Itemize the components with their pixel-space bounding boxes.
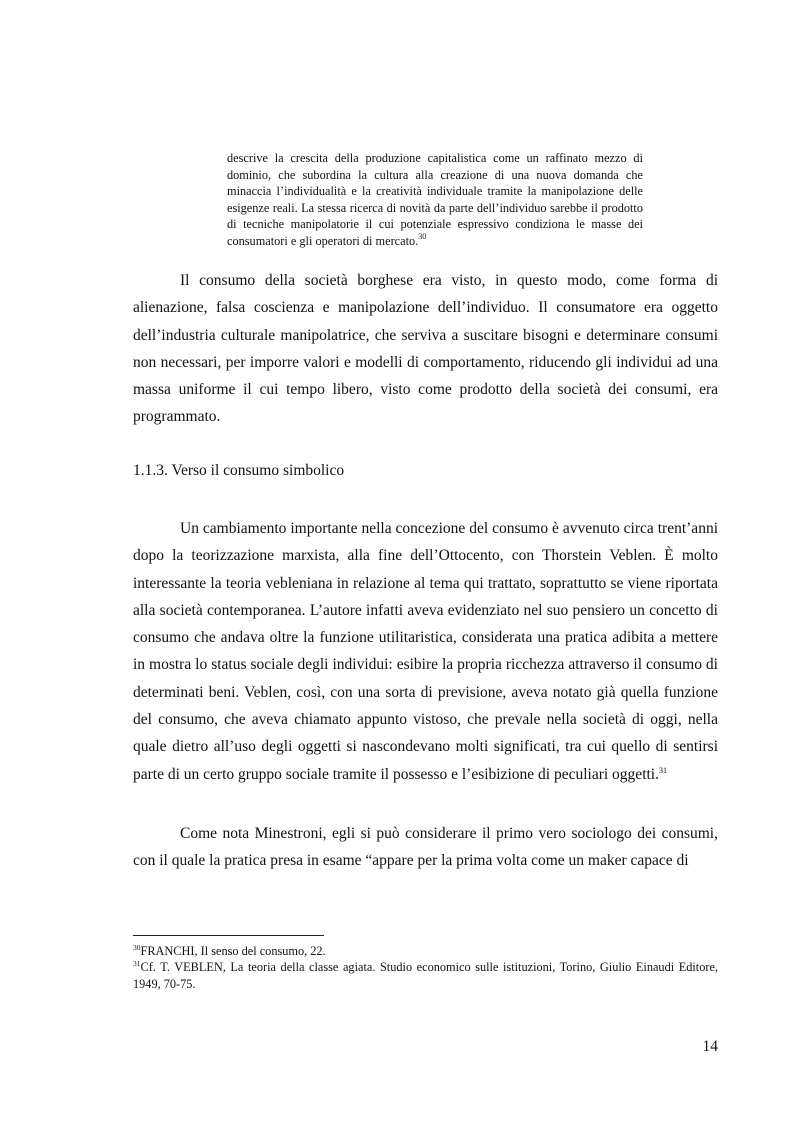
footnote-text: Cf. T. VEBLEN, La teoria della classe agiata. Studio economico sulle istituzioni, Torino, Giulio Einaudi Editore, 1949, 70-75. — [133, 960, 718, 991]
footnote-30 — [133, 943, 718, 959]
footnote-ref-31[interactable]: 31 — [659, 765, 667, 775]
section-heading: 1.1.3. Verso il consumo simbolico — [133, 462, 345, 479]
footnote-separator — [133, 935, 324, 936]
paragraph-veblen — [133, 515, 718, 788]
footnote-31 — [133, 959, 718, 992]
paragraph-minestroni: Come nota Minestroni, egli si può considerare il primo vero sociologo dei consumi, con il quale la pratica presa in esame “appare per la prima volta come un maker capace di — [133, 825, 718, 870]
footnote-ref-30[interactable]: 30 — [418, 231, 427, 241]
footnote-number: 31 — [133, 959, 141, 969]
paragraph-consumo-borghese: Il consumo della società borghese era visto, in questo modo, come forma di alienazione, falsa coscienza e manipolazione dell’individuo. Il consumatore era oggetto dell’industria culturale manipolatrice, che serviva a suscitare bisogni e determinare consumi non necessari, per imporre valori e modelli di comportamento, riducendo gli individui ad una massa uniforme il cui tempo libero, visto come prodotto della società dei consumi, era programmato. — [133, 272, 718, 426]
block-quote — [227, 150, 643, 250]
page-number: 14 — [702, 1038, 718, 1055]
paragraph-veblen-text: Un cambiamento importante nella concezione del consumo è avvenuto circa trent’anni dopo la teorizzazione marxista, alla fine dell’Ottocento, con Thorstein Veblen. È molto interessante la teoria vebleniana in relazione al tema qui trattato, soprattutto se viene riportata alla società contemporanea. L’autore infatti aveva evidenziato nel suo pensiero un concetto di consumo che andava oltre la funzione utilitaristica, considerata una pratica adibita a mettere in mostra lo status sociale degli individui: esibire la propria ricchezza attraverso il consumo di determinati beni. Veblen, così, con una sorta di previsione, aveva notato già quella funzione del consumo, che aveva chiamato appunto vistoso, che prevale nella società di oggi, nella quale dietro all’uso degli oggetti si nascondevano molti significati, tra cui quello di sentirsi parte di un certo gruppo sociale tramite il possesso e l’esibizione di peculiari oggetti. — [133, 520, 718, 783]
block-quote-text: descrive la crescita della produzione capitalistica come un raffinato mezzo di dominio, che subordina la cultura alla creazione di una nuova domanda che minaccia l’individualità e la creatività individuale tramite la manipolazione delle esigenze reali. La stessa ricerca di novità da parte dell’individuo sarebbe il prodotto di tecniche manipolatorie il cui potenziale espressivo condiziona le masse dei consumatori e gli operatori di mercato. — [227, 151, 643, 248]
footnote-text: FRANCHI, Il senso del consumo, 22. — [140, 944, 326, 958]
footnote-number: 30 — [133, 943, 141, 952]
footnotes — [133, 943, 718, 992]
